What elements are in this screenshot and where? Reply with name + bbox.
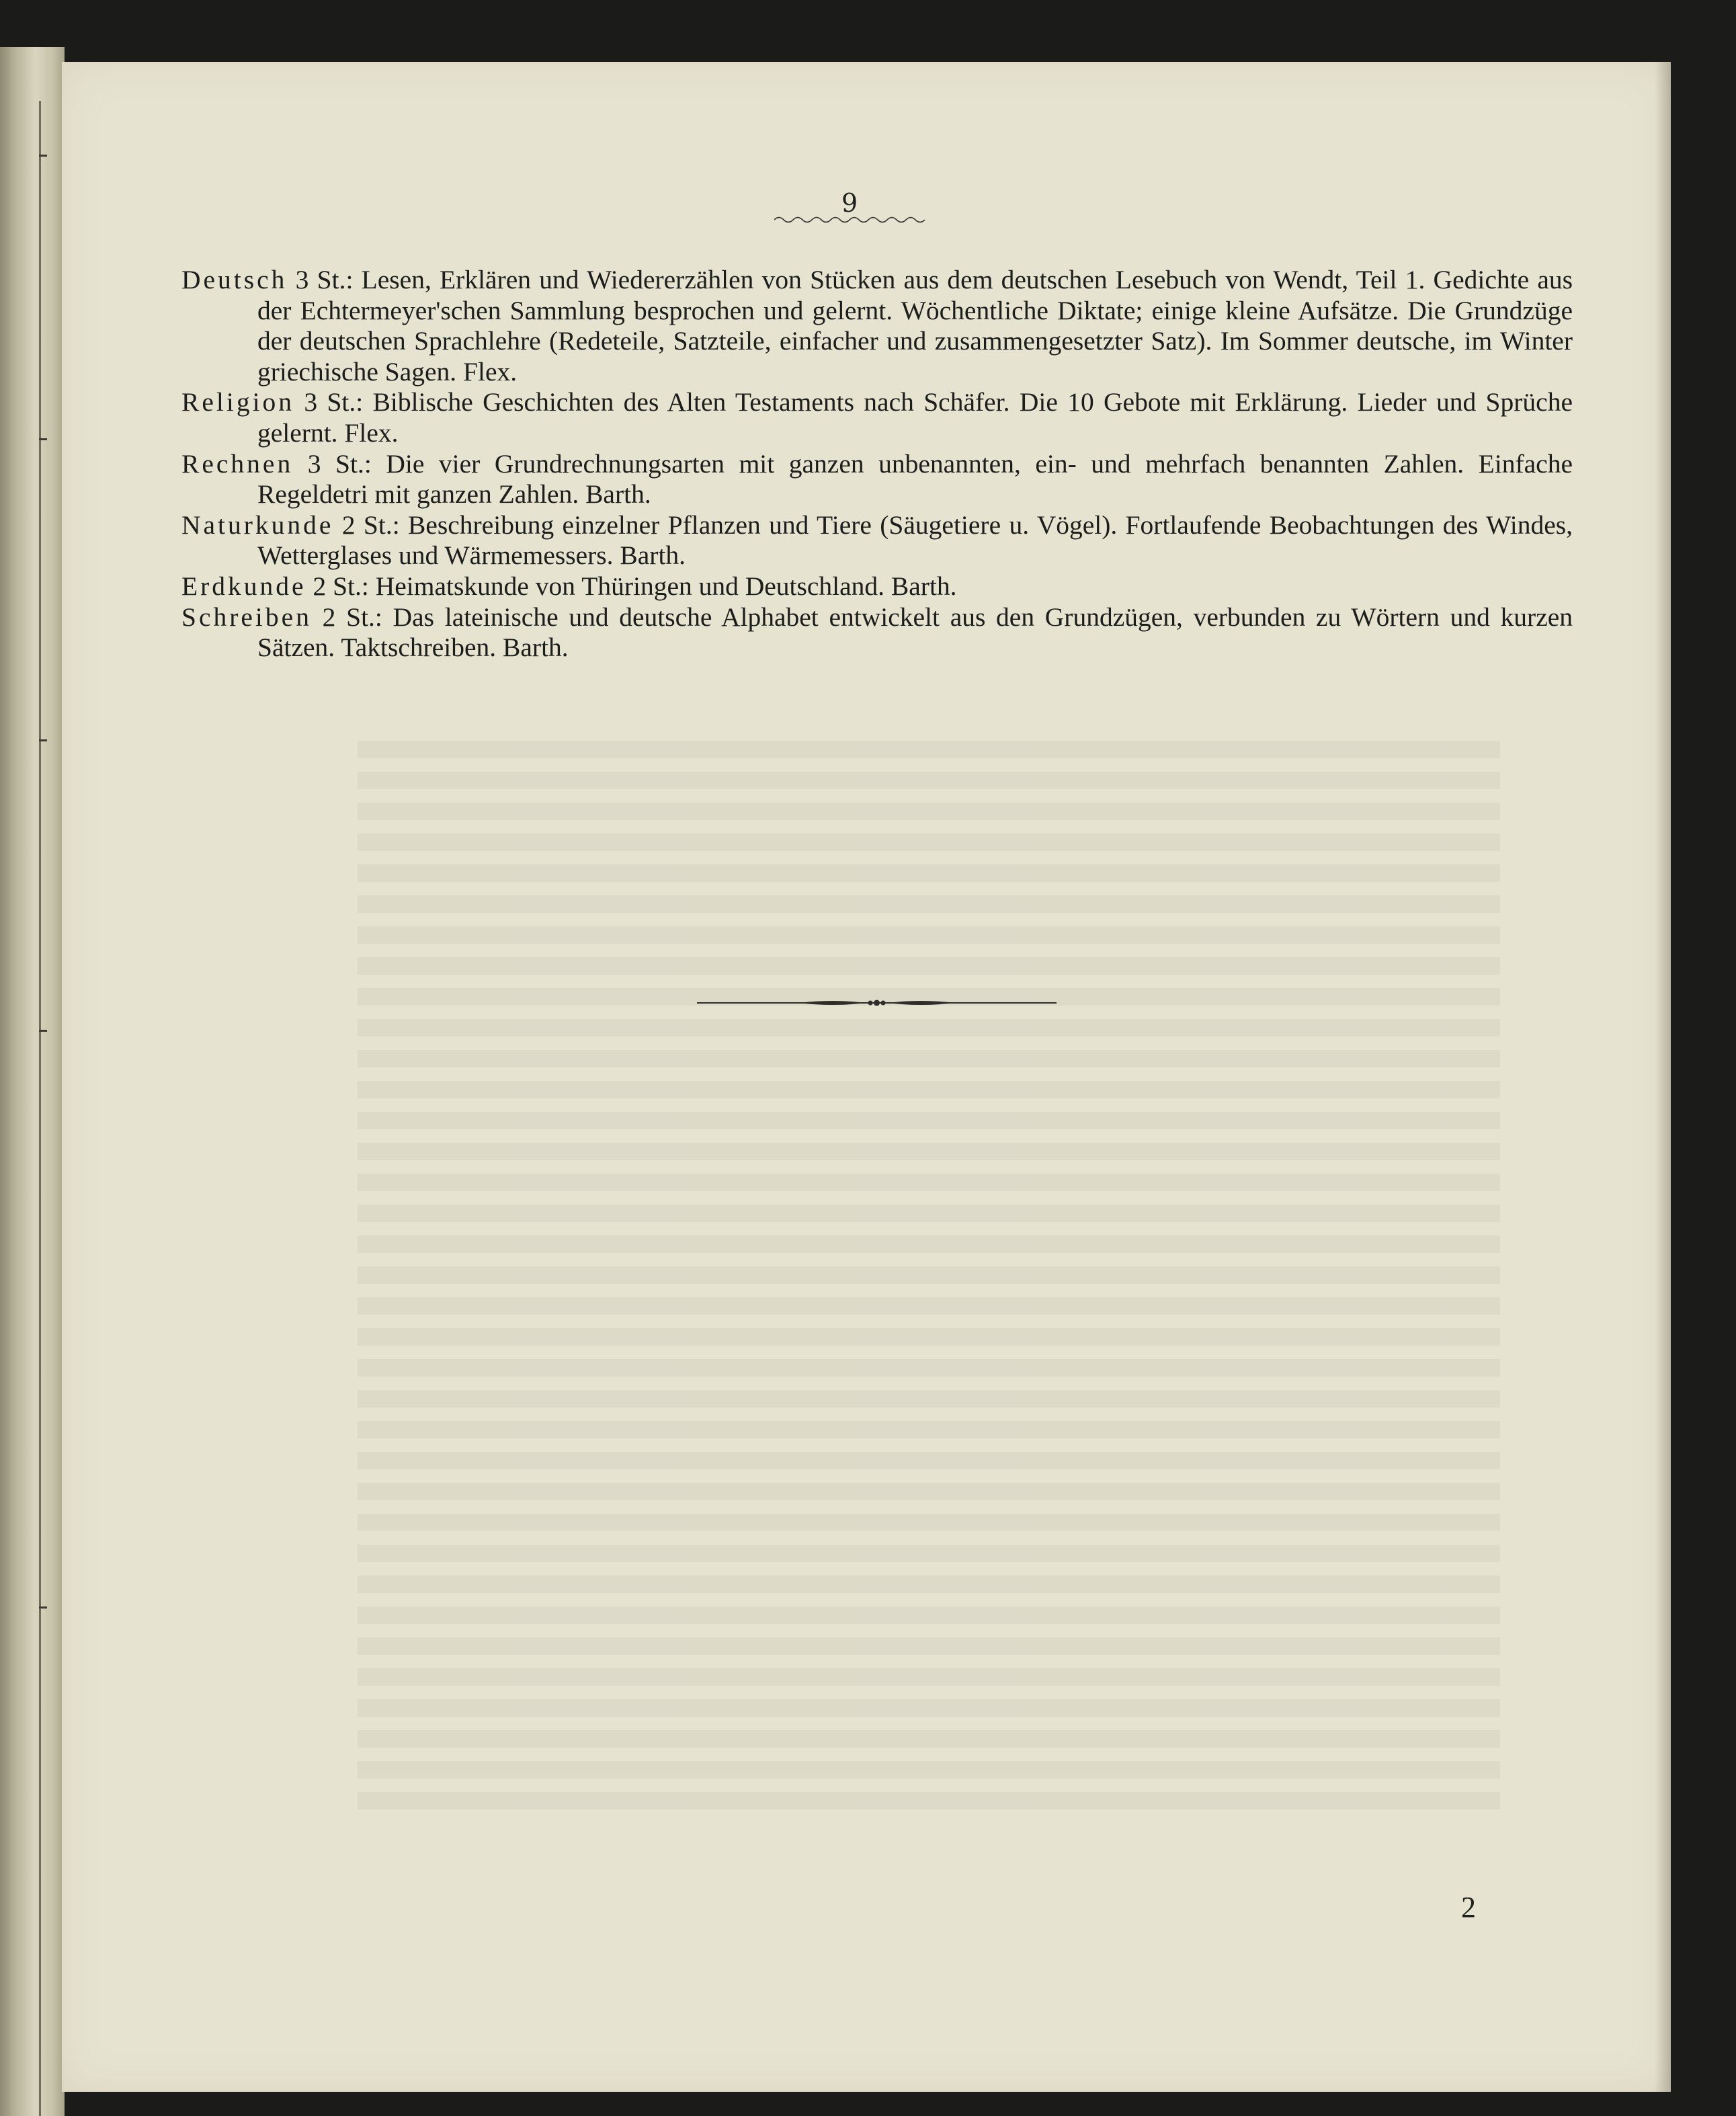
entry-schreiben	[181, 602, 1573, 663]
entry-rechnen	[181, 449, 1573, 510]
subject-label: Religion	[181, 387, 295, 417]
page-number: 9	[841, 188, 858, 218]
entry-erdkunde	[181, 571, 1573, 602]
section-divider-ornament	[697, 998, 1057, 1008]
entry-naturkunde	[181, 510, 1573, 571]
entry-text: 2 St.: Beschreibung einzelner Pflanzen und Tiere (Säugetiere u. Vögel). Fortlaufende Beobachtungen des Windes, Wetterglases und Wärmemessers. Barth.	[257, 510, 1573, 571]
spine-tick	[39, 1030, 47, 1032]
subject-label: Erdkunde	[181, 571, 306, 601]
subject-label: Schreiben	[181, 602, 312, 632]
signature-mark: 2	[1461, 1891, 1476, 1924]
entry-text: 2 St.: Heimatskunde von Thüringen und Deutschland. Barth.	[313, 571, 957, 601]
spine-tick	[39, 438, 47, 440]
page-spine-edge	[0, 47, 65, 2116]
document-page	[62, 62, 1671, 2092]
entry-deutsch	[181, 265, 1573, 387]
spine-line	[39, 101, 41, 2116]
wavy-rule-ornament	[774, 215, 929, 225]
subject-label: Deutsch	[181, 265, 288, 294]
entry-text: 3 St.: Lesen, Erklären und Wiedererzählen von Stücken aus dem deutschen Lesebuch von Wendt, Teil 1. Gedichte aus der Echtermeyer'schen Sammlung besprochen und gelernt. Wöchentliche Diktate; einige kleine Aufsätze. Die Grundzüge der deutschen Sprachlehre (Redeteile, Satzteile, einfacher und zusammengesetzter Satz). Im Sommer deutsche, im Winter griechische Sagen. Flex.	[257, 265, 1573, 386]
entry-text: 3 St.: Biblische Geschichten des Alten Testaments nach Schäfer. Die 10 Gebote mit Erklärung. Lieder und Sprüche gelernt. Flex.	[257, 387, 1573, 448]
show-through-texture	[358, 741, 1500, 1816]
subject-label: Rechnen	[181, 448, 294, 479]
entry-text: 3 St.: Die vier Grundrechnungsarten mit ganzen unbenannten, ein- und mehrfach benannten Zahlen. Einfache Regeldetri mit ganzen Zahlen. Barth.	[257, 448, 1573, 510]
subject-label: Naturkunde	[181, 510, 334, 540]
spine-tick	[39, 1606, 47, 1609]
page-edge-shadow	[1655, 62, 1671, 2092]
curriculum-text	[181, 265, 1573, 663]
spine-tick	[39, 155, 47, 157]
entry-religion	[181, 387, 1573, 448]
entry-text: 2 St.: Das lateinische und deutsche Alphabet entwickelt aus den Grundzügen, verbunden zu Wörtern und kurzen Sätzen. Taktschreiben. Barth.	[257, 602, 1573, 663]
spine-tick	[39, 739, 47, 741]
